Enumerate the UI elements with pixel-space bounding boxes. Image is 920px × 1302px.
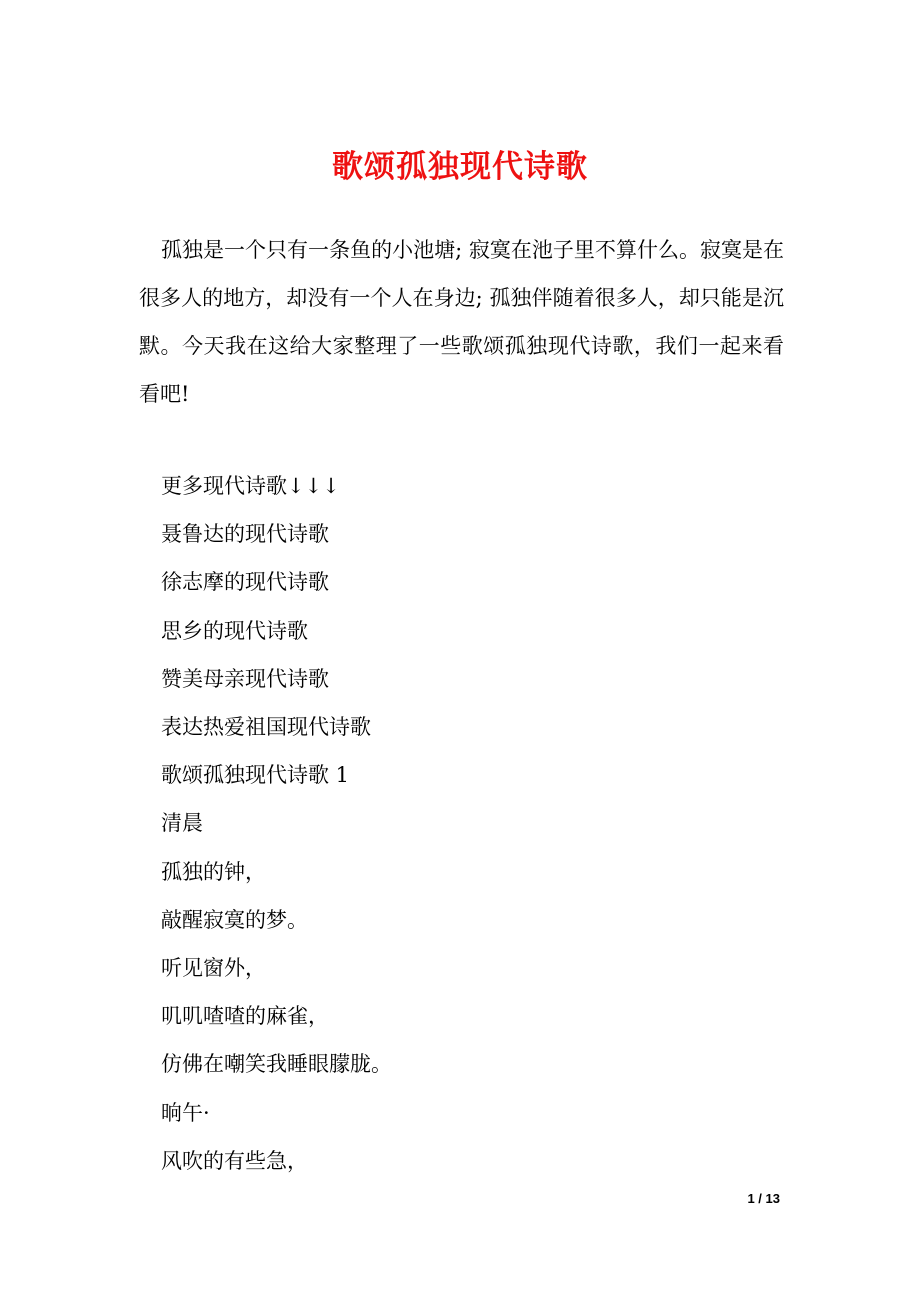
poem-line: 仿佛在嘲笑我睡眼朦胧。 (161, 1052, 392, 1077)
poem-line: 风吹的有些急， (161, 1148, 308, 1173)
line-xu-zhimo-poems: 徐志摩的现代诗歌 (161, 570, 329, 595)
line-neruda-poems: 聂鲁达的现代诗歌 (161, 522, 329, 547)
poem-line: 听见窗外， (161, 956, 266, 981)
poem-line: 孤独的钟， (161, 859, 266, 884)
poem-line: 清晨 (161, 811, 203, 836)
poem-line: 晌午· (161, 1100, 210, 1125)
intro-paragraph: 孤独是一个只有一条鱼的小池塘; 寂寞在池子里不算什么。寂寞是在很多人的地方，却没有一个人在身边; 孤独伴随着很多人，却只能是沉默。今天我在这给大家整理了一些歌颂孤独现代诗歌，我们一起来看看吧! (139, 238, 784, 406)
line-mother-poems: 赞美母亲现代诗歌 (161, 666, 329, 691)
poem-line: 叽叽喳喳的麻雀， (161, 1004, 329, 1029)
page-number: 1 / 13 (747, 1191, 780, 1206)
line-more-poems: 更多现代诗歌↓↓↓ (161, 474, 340, 498)
poem-line: 敲醒寂寞的梦。 (161, 907, 308, 932)
poem-heading: 歌颂孤独现代诗歌 1 (161, 763, 350, 788)
line-motherland-poems: 表达热爱祖国现代诗歌 (161, 715, 371, 740)
poem-lines (161, 462, 781, 1185)
line-homesick-poems: 思乡的现代诗歌 (161, 618, 308, 643)
document-title: 歌颂孤独现代诗歌 (332, 149, 588, 185)
